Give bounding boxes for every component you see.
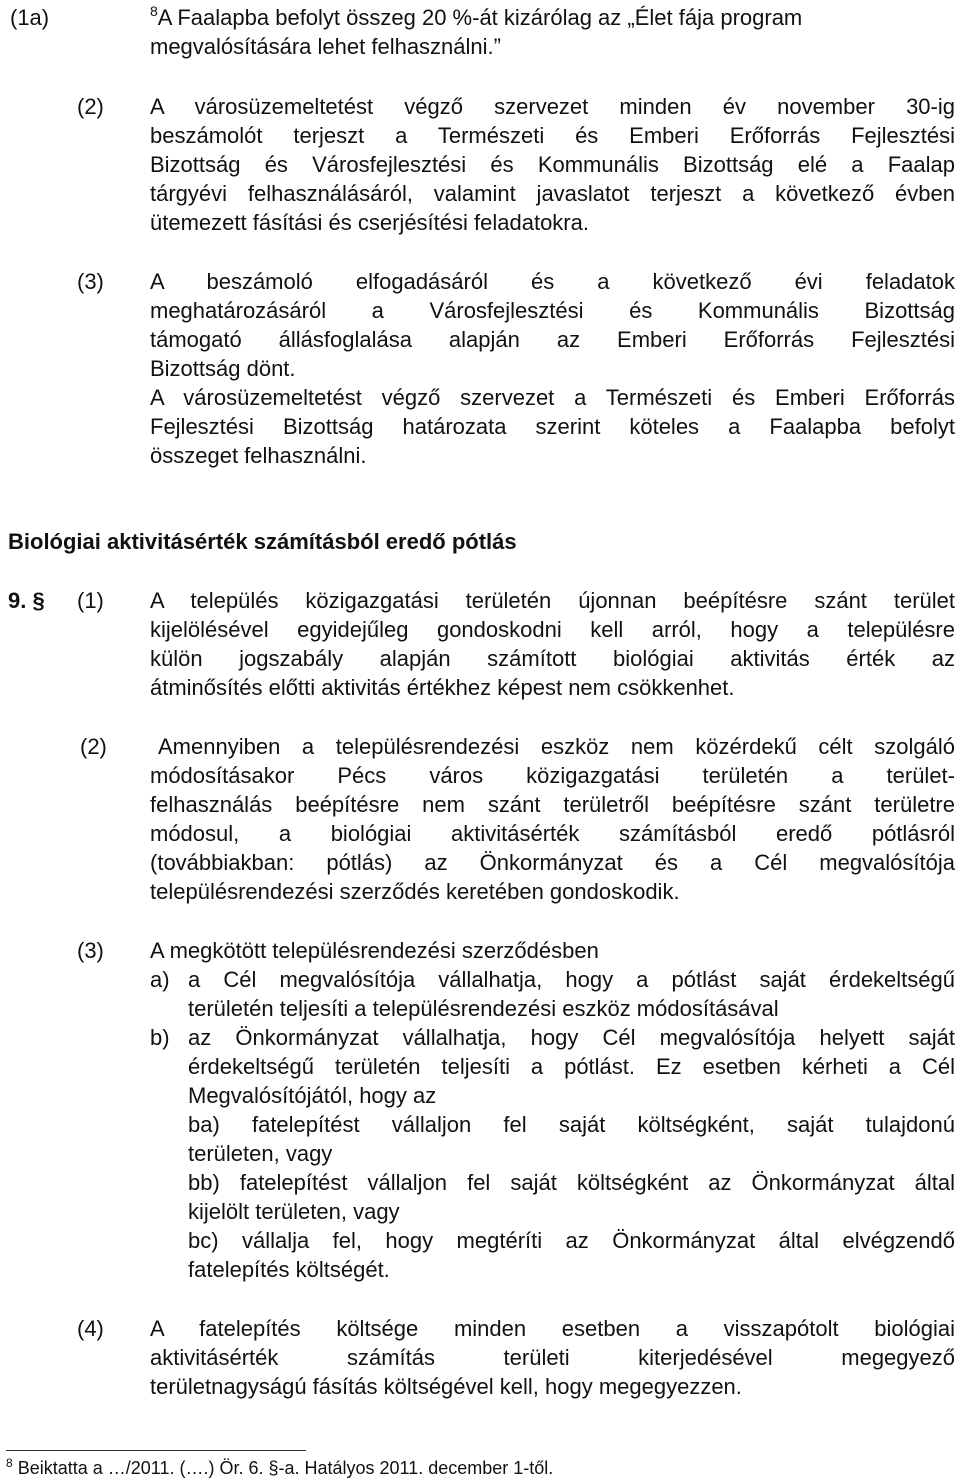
section-number: 9. § <box>8 588 45 613</box>
sub-list-item-line: ba) fatelepítést vállaljon fel saját költségként, saját tulajdonú <box>188 1112 955 1137</box>
paragraph-line: támogató állásfoglalása alapján az Emberi Erőforrás Fejlesztési <box>150 327 955 352</box>
paragraph-line: tárgyévi felhasználásáról, valamint javaslatot terjeszt a következő évben <box>150 181 955 206</box>
paragraph-line: módosításakor Pécs város közigazgatási területén a terület- <box>150 763 955 788</box>
list-label: a) <box>150 967 170 992</box>
paragraph-line: településrendezési szerződés keretében gondoskodik. <box>150 879 680 904</box>
paragraph-line: felhasználás beépítésre nem szánt területről beépítésre szánt területre <box>150 792 955 817</box>
paragraph-line: módosul, a biológiai aktivitásérték számításból eredő pótlásról <box>150 821 955 846</box>
paragraph-line: $^8$A Faalapba befolyt összeg 20 %-át kizárólag az „Élet fája program <box>150 3 803 30</box>
paragraph-line: külön jogszabály alapján számított biológiai aktivitás érték az <box>150 646 955 671</box>
sub-list-item-line: bc) vállalja fel, hogy megtéríti az Önkormányzat által elvégzendő <box>188 1228 955 1253</box>
para-number: (2) <box>77 94 104 119</box>
footnote-separator <box>6 1450 306 1451</box>
paragraph-line: kijelölésével egyidejűleg gondoskodni kell arról, hogy a településre <box>150 617 955 642</box>
footnote-mark: 8 <box>6 1456 13 1470</box>
paragraph-line: aktivitásérték számítás területi kiterjedésével megegyező <box>150 1345 955 1370</box>
paragraph-line: (továbbiakban: pótlás) az Önkormányzat és a Cél megvalósítója <box>150 850 955 875</box>
sub-list-item-line: bb) fatelepítést vállaljon fel saját költségként az Önkormányzat által <box>188 1170 955 1195</box>
paragraph-line: beszámolót terjeszt a Természeti és Emberi Erőforrás Fejlesztési <box>150 123 955 148</box>
paragraph-line: A megkötött településrendezési szerződésben <box>150 938 599 963</box>
paragraph-line: meghatározásáról a Városfejlesztési és Kommunális Bizottság <box>150 298 955 323</box>
paragraph-line: A fatelepítés költsége minden esetben a visszapótolt biológiai <box>150 1316 955 1341</box>
paragraph-line: összeget felhasználni. <box>150 443 367 468</box>
footnote-text: Beiktatta a …/2011. (….) Ör. 6. §-a. Hatályos 2011. december 1-től. <box>17 1458 554 1478</box>
paragraph-line: A beszámoló elfogadásáról és a következő évi feladatok <box>150 269 955 294</box>
list-item-line: érdekeltségű területén teljesíti a pótlást. Ez esetben kérheti a Cél <box>188 1054 955 1079</box>
para-number: (4) <box>77 1316 104 1341</box>
paragraph-line: Amennyiben a településrendezési eszköz nem közérdekű célt szolgáló <box>158 734 955 759</box>
para-number: (1) <box>77 588 104 613</box>
paragraph-line: A városüzemeltetést végző szervezet a Természeti és Emberi Erőforrás <box>150 385 955 410</box>
paragraph-line: Bizottság és Városfejlesztési és Kommunális Bizottság elé a Faalap <box>150 152 955 177</box>
paragraph-line: A település közigazgatási területén újonnan beépítésre szánt terület <box>150 588 955 613</box>
paragraph-line: A városüzemeltetést végző szervezet minden év november 30-ig <box>150 94 955 119</box>
list-label: b) <box>150 1025 170 1050</box>
footnote-reference: 8 <box>150 3 158 19</box>
paragraph-line: ütemezett fásítási és cserjésítési feladatokra. <box>150 210 589 235</box>
list-item-line: a Cél megvalósítója vállalhatja, hogy a pótlást saját érdekeltségű <box>188 967 955 992</box>
paragraph-line: átminősítés előtti aktivitás értékhez képest nem csökkenhet. <box>150 675 735 700</box>
list-item-line: az Önkormányzat vállalhatja, hogy Cél megvalósítója helyett saját <box>188 1025 955 1050</box>
section-heading: Biológiai aktivitásérték számításból eredő pótlás <box>8 529 517 554</box>
sub-list-item-line: területen, vagy <box>188 1141 333 1166</box>
list-item-line: területén teljesíti a településrendezési eszköz módosításával <box>188 996 779 1021</box>
list-item-line: Megvalósítójától, hogy az <box>188 1083 437 1108</box>
para-number: (3) <box>77 938 104 963</box>
paragraph-line: Fejlesztési Bizottság határozata szerint köteles a Faalapba befolyt <box>150 414 955 439</box>
para-number: (1a) <box>10 5 50 30</box>
para-number: (3) <box>77 269 104 294</box>
sub-list-item-line: kijelölt területen, vagy <box>188 1199 400 1224</box>
para-number: (2) <box>80 734 107 759</box>
paragraph-line: területnagyságú fásítás költségével kell, hogy megegyezzen. <box>150 1374 742 1399</box>
sub-list-item-line: fatelepítés költségét. <box>188 1257 390 1282</box>
paragraph-line: megvalósítására lehet felhasználni.” <box>150 34 501 59</box>
footnote <box>6 1458 553 1478</box>
paragraph-line: Bizottság dönt. <box>150 356 296 381</box>
